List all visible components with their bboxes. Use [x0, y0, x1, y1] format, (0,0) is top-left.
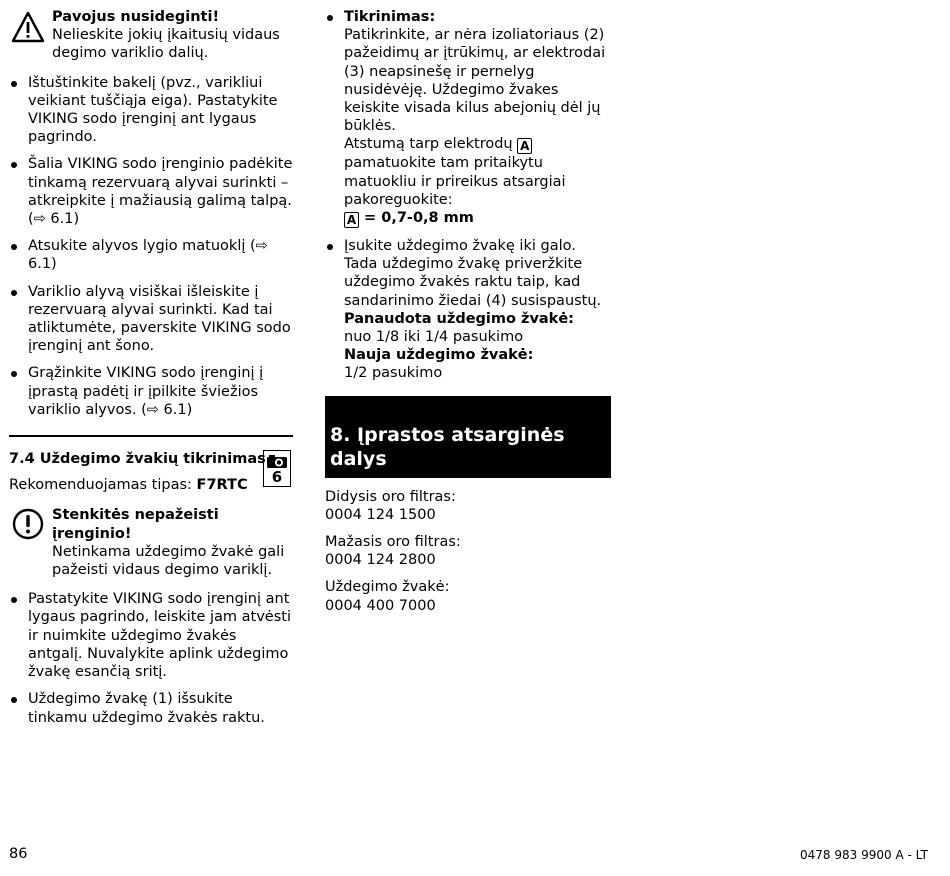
new-plug-value: 1/2 pasukimo	[344, 365, 443, 382]
list-item: Grąžinkite VIKING sodo įrenginį į įprastą padėtį ir įpilkite šviežios variklio alyvos. (⇨ 6.1)	[9, 364, 293, 419]
page-number: 86	[9, 846, 28, 862]
gap-value-line	[344, 209, 611, 228]
part-label: Uždegimo žvakė:	[325, 579, 450, 596]
burn-warning-text: Nelieskite jokių įkaitusių vidaus degimo variklio dalių.	[52, 27, 280, 62]
check-item	[325, 8, 611, 228]
list-item: Atsukite alyvos lygio matuoklį (⇨ 6.1)	[9, 237, 293, 273]
part-number: 0004 400 7000	[325, 597, 436, 614]
new-plug-title: Nauja uždegimo žvakė:	[344, 347, 534, 364]
used-plug-title: Panaudota uždegimo žvakė:	[344, 310, 574, 327]
part-label: Mažasis oro filtras:	[325, 534, 461, 551]
section-divider	[9, 435, 293, 437]
list-item: Ištuštinkite bakelį (pvz., varikliui veikiant tuščiąja eiga). Pastatykite VIKING sodo įrenginį ant lygaus pagrindo.	[9, 74, 293, 147]
service-symbol	[263, 450, 291, 487]
damage-warning	[9, 506, 293, 579]
install-text: Įsukite uždegimo žvakę iki galo. Tada uždegimo žvakę priveržkite uždegimo žvakės raktu taip, kad sandarinimo žiedai (4) susispaustų.	[344, 238, 602, 309]
left-column	[9, 8, 293, 736]
document-code: 0478 983 9900 A - LT	[800, 848, 928, 862]
gap-text-after: pamatuokite tam pritaikytu matuokliu ir prireikus atsargiai pakoreguokite:	[344, 155, 566, 208]
exclamation-circle-icon	[11, 508, 45, 540]
gap-label-a: A	[517, 138, 532, 154]
part-number: 0004 124 1500	[325, 506, 436, 523]
camera-icon	[266, 454, 288, 469]
install-item	[325, 237, 611, 383]
section-heading-banner: 8. Įprastos atsarginės dalys	[325, 396, 611, 478]
gap-text-before: Atstumą tarp elektrodų	[344, 136, 518, 153]
damage-warning-title: Stenkitės nepažeisti įrenginio!	[52, 507, 219, 542]
gap-label-a: A	[344, 212, 359, 228]
section-header	[9, 450, 293, 494]
section-title: 7.4 Uždegimo žvakių tikrinimas	[9, 451, 266, 468]
recommended-label: Rekomenduojamas tipas:	[9, 477, 197, 494]
list-item: Pastatykite VIKING sodo įrenginį ant lygaus pagrindo, leiskite jam atvėsti ir nuimkite uždegimo žvakės antgalį. Nuvalykite aplink uždegimo žvakę esančią sritį.	[9, 590, 293, 681]
list-item: Variklio alyvą visiškai išleiskite į rezervuarą alyvai surinkti. Kad tai atliktumėte, paverskite VIKING sodo įrenginį ant šono.	[9, 283, 293, 356]
warning-triangle-icon	[11, 11, 45, 43]
burn-warning-title: Pavojus nusideginti!	[52, 9, 220, 25]
right-column	[325, 8, 611, 624]
part-number: 0004 124 2800	[325, 552, 436, 569]
service-number: 6	[271, 468, 283, 487]
used-plug-value: nuo 1/8 iki 1/4 pasukimo	[344, 329, 524, 346]
recommended-type	[9, 476, 293, 494]
part-item	[325, 488, 611, 524]
list-item: Šalia VIKING sodo įrenginio padėkite tinkamą rezervuarą alyvai surinkti – atkreipkite į mažiausią galimą talpą. (⇨ 6.1)	[9, 155, 293, 228]
damage-warning-text: Netinkama uždegimo žvakė gali pažeisti vidaus degimo variklį.	[52, 543, 285, 579]
check-text: Patikrinkite, ar nėra izoliatoriaus (2) pažeidimų ar įtrūkimų, ar elektrodai (3) neapsinešę ir pernelyg nusidėvėję. Uždegimo žvakes keiskite visada kilus abejonių dėl jų būklės.	[344, 27, 606, 135]
gap-value: = 0,7-0,8 mm	[359, 210, 474, 227]
list-item: Uždegimo žvakę (1) išsukite tinkamu uždegimo žvakės raktu.	[9, 690, 293, 726]
burn-warning	[9, 8, 293, 63]
gap-instruction	[344, 135, 611, 209]
part-item	[325, 578, 611, 614]
recommended-value: F7RTC	[196, 477, 248, 494]
check-title: Tikrinimas:	[344, 9, 436, 25]
part-label: Didysis oro filtras:	[325, 488, 456, 505]
part-item	[325, 533, 611, 569]
